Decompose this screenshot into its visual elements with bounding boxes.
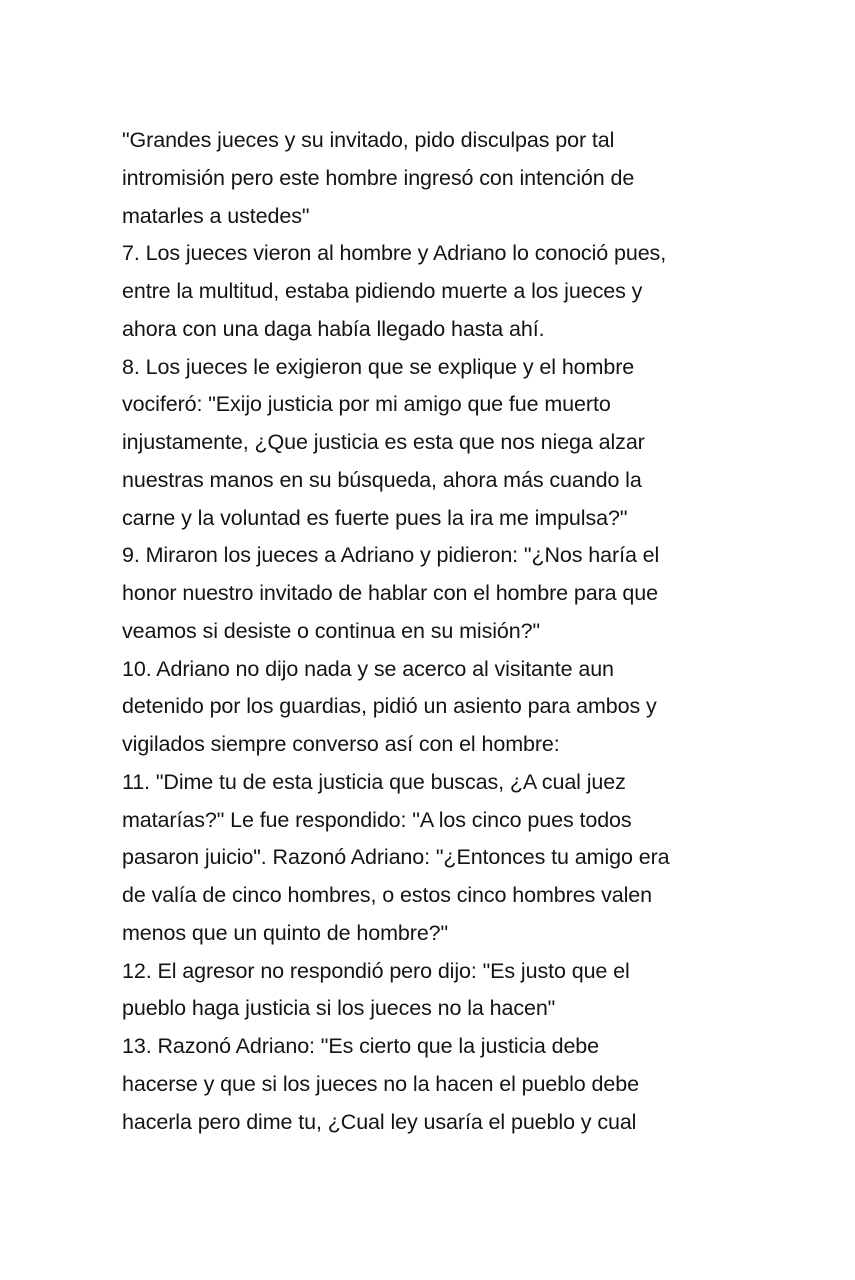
text-line: carne y la voluntad es fuerte pues la ira me impulsa?": [122, 505, 628, 530]
text-line: honor nuestro invitado de hablar con el hombre para que: [122, 581, 658, 605]
text-line: "Grandes jueces y su invitado, pido disculpas por tal: [122, 128, 615, 152]
text-line: detenido por los guardias, pidió un asiento para ambos y: [122, 694, 657, 719]
text-line: matarles a ustedes": [122, 203, 310, 228]
text-line: pasaron juicio". Razonó Adriano: "¿Entonces tu amigo era: [122, 845, 670, 870]
text-line: 12. El agresor no respondió pero dijo: "Es justo que el: [122, 958, 630, 983]
text-line: injustamente, ¿Que justicia es esta que nos niega alzar: [122, 430, 645, 454]
text-line: veamos si desiste o continua en su misión?": [122, 618, 541, 643]
text-line: intromisión pero este hombre ingresó con intención de: [122, 165, 635, 190]
text-line: 13. Razonó Adriano: "Es cierto que la justicia debe: [122, 1034, 600, 1058]
text-line: 8. Los jueces le exigieron que se explique y el hombre: [122, 354, 635, 379]
text-line: pueblo haga justicia si los jueces no la hacen": [122, 996, 556, 1021]
text-line: entre la multitud, estaba pidiendo muerte a los jueces y: [122, 279, 643, 303]
text-line: nuestras manos en su búsqueda, ahora más cuando la: [122, 467, 642, 492]
text-line: hacerla pero dime tu, ¿Cual ley usaría el pueblo y cual: [122, 1109, 637, 1134]
text-line: ahora con una daga había llegado hasta ahí.: [122, 316, 545, 341]
text-line: menos que un quinto de hombre?": [122, 920, 449, 945]
text-line: vigilados siempre converso así con el hombre:: [122, 732, 560, 756]
text-line: hacerse y que si los jueces no la hacen el pueblo debe: [122, 1071, 639, 1096]
body-text: [122, 122, 742, 1141]
text-line: vociferó: "Exijo justicia por mi amigo que fue muerto: [122, 392, 611, 417]
text-line: 11. "Dime tu de esta justicia que buscas, ¿A cual juez: [122, 769, 626, 794]
text-line: 9. Miraron los jueces a Adriano y pidieron: "¿Nos haría el: [122, 543, 660, 568]
text-line: 7. Los jueces vieron al hombre y Adriano lo conoció pues,: [122, 241, 667, 266]
text-line: de valía de cinco hombres, o estos cinco hombres valen: [122, 883, 653, 907]
text-line: 10. Adriano no dijo nada y se acerco al visitante aun: [122, 656, 614, 681]
text-line: matarías?" Le fue respondido: "A los cinco pues todos: [122, 807, 632, 832]
